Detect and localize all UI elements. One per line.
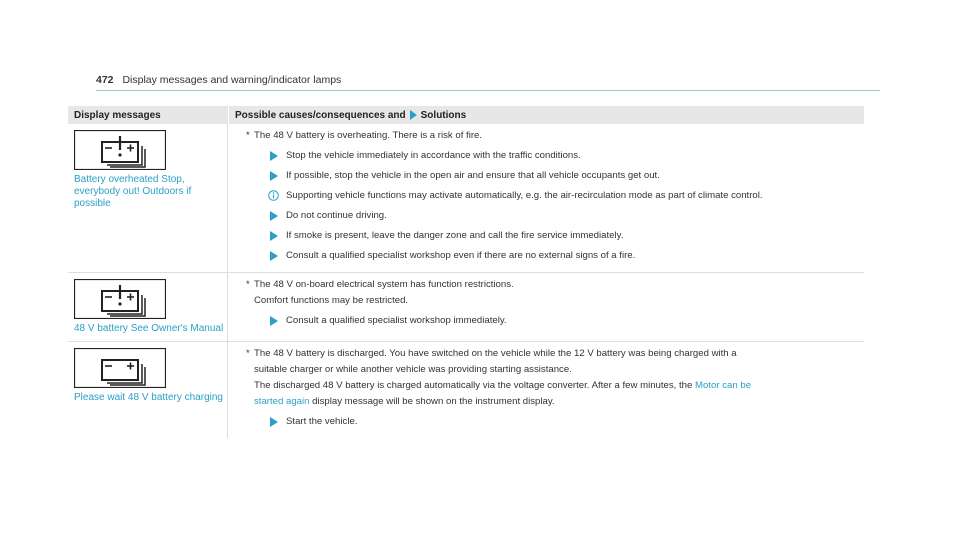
message-cell [68, 273, 228, 341]
message-cell [68, 342, 228, 438]
solution-step: Consult a qualified specialist workshop immediately. [268, 313, 856, 329]
display-messages-table [68, 106, 864, 438]
display-message-text: 48 V battery See Owner's Manual [74, 323, 224, 334]
table-row [68, 273, 864, 342]
table-header [68, 106, 864, 124]
cause-text: * The 48 V battery is overheating. There is a risk of fire. [254, 128, 856, 144]
solutions-cell [228, 273, 864, 341]
solution-step: Consult a qualified specialist workshop even if there are no external signs of a fire. [268, 248, 856, 264]
message-cell [68, 124, 228, 272]
col-header-display-messages: Display messages [74, 109, 161, 121]
cause-text-2: suitable charger or while another vehicle was providing starting assistance. [254, 364, 572, 375]
solutions-cell [228, 342, 864, 438]
header-rule [96, 90, 880, 91]
solution-step: Start the vehicle. [268, 414, 856, 430]
causes-label: Possible causes/consequences and [235, 109, 406, 121]
display-message-text: Battery overheated Stop, everybody out! Outdoors if possible [74, 174, 192, 209]
cause-text-3: The discharged 48 V battery is charged automatically via the voltage converter. After a few minutes, the Motor can be [254, 380, 752, 391]
solutions-label: Solutions [420, 109, 467, 121]
solution-arrow-icon [410, 110, 417, 120]
solution-step: Stop the vehicle immediately in accordance with the traffic conditions. [268, 148, 856, 164]
display-message-text: Please wait 48 V battery charging [74, 392, 223, 403]
page-number: 472 [96, 74, 114, 86]
footnote-star: * [246, 348, 250, 359]
footnote-star: * [246, 130, 250, 141]
solutions-cell [228, 124, 864, 272]
cause-text: * The 48 V on-board electrical system has function restrictions. [254, 277, 856, 293]
info-icon [268, 190, 279, 201]
battery-warning-icon [74, 279, 166, 319]
page-title: Display messages and warning/indicator lamps [122, 74, 342, 86]
motor-message-highlight: Motor can be [695, 380, 752, 391]
motor-message-highlight-cont: started again [254, 396, 310, 407]
cause-text-2: Comfort functions may be restricted. [254, 295, 409, 306]
table-row [68, 124, 864, 273]
cause-text: * The 48 V battery is discharged. You have switched on the vehicle while the 12 V battery was being charged with a [254, 346, 856, 362]
battery-warning-icon [74, 130, 166, 170]
info-note: Supporting vehicle functions may activate automatically, e.g. the air-recirculation mode as part of climate control. [268, 188, 856, 204]
cause-text-4: started again display message will be shown on the instrument display. [254, 396, 555, 407]
solution-step: If smoke is present, leave the danger zone and call the fire service immediately. [268, 228, 856, 244]
col-header-causes-solutions [229, 110, 864, 121]
battery-charging-icon [74, 348, 166, 388]
page-header [96, 74, 341, 86]
solution-step: Do not continue driving. [268, 208, 856, 224]
table-row [68, 342, 864, 438]
footnote-star: * [246, 279, 250, 290]
solution-step: If possible, stop the vehicle in the open air and ensure that all vehicle occupants get out. [268, 168, 856, 184]
